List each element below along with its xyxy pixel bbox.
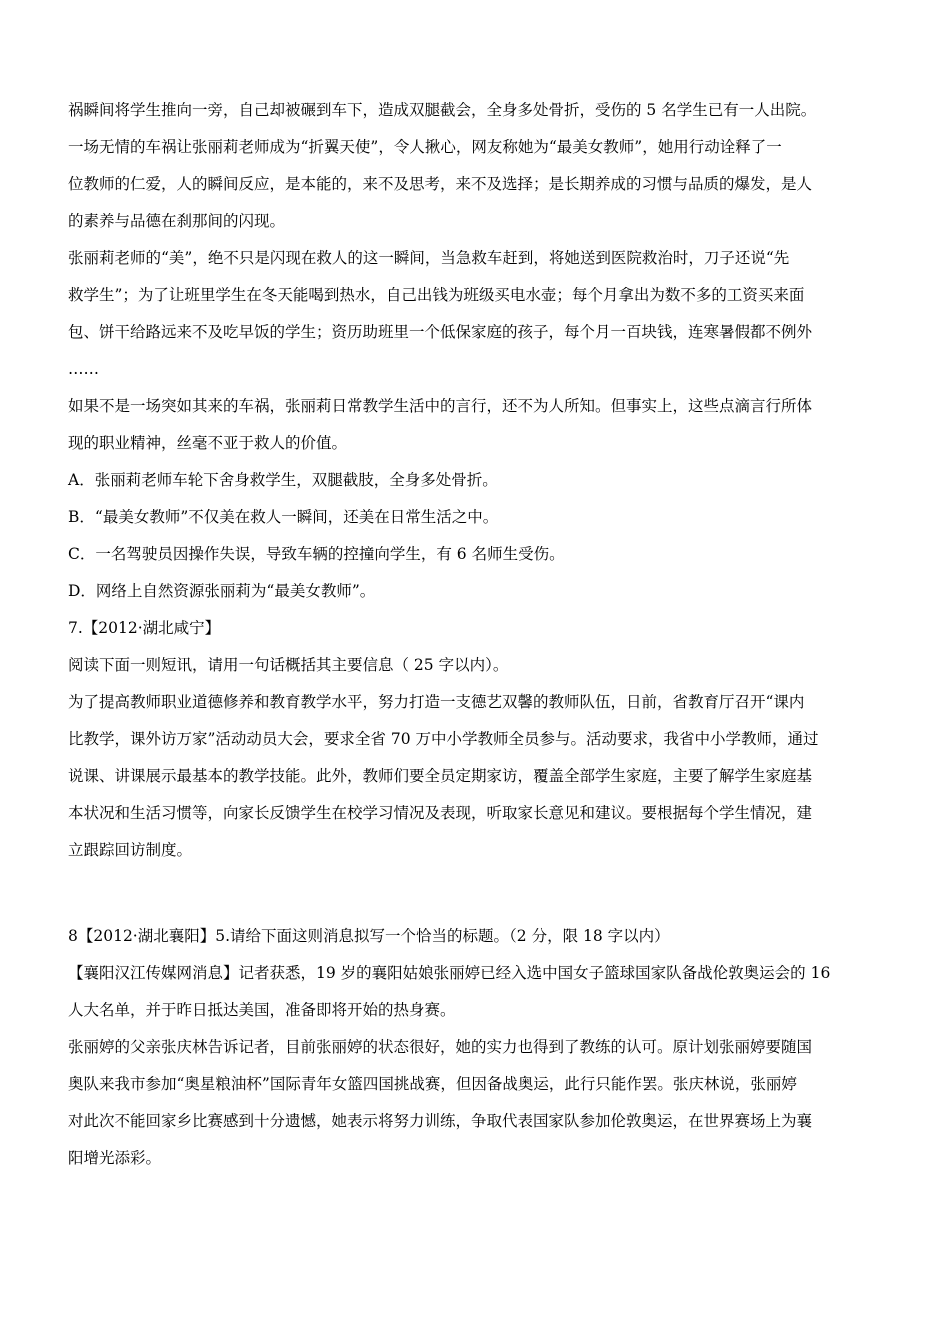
question-7-heading: 7.【2012·湖北咸宁】 [68,619,221,637]
text-line: 人大名单，并于昨日抵达美国，准备即将开始的热身赛。 [68,1001,456,1019]
text-line: 立跟踪回访制度。 [68,841,193,859]
text-line: 位教师的仁爱，人的瞬间反应，是本能的，来不及思考，来不及选择；是长期养成的习惯与品质的爆发，是人 [68,175,813,193]
section-gap [68,869,888,918]
text-line: 救学生”；为了让班里学生在冬天能喝到热水，自己出钱为班级买电水壶；每个月拿出为数不多的工资买来面 [68,286,805,304]
text-line: 张丽婷的父亲张庆林告诉记者，目前张丽婷的状态很好，她的实力也得到了教练的认可。原计划张丽婷要随国 [68,1038,813,1056]
text-line: 对此次不能回家乡比赛感到十分遗憾，她表示将努力训练，争取代表国家队参加伦敦奥运，在世界赛场上为襄 [68,1112,813,1130]
text-line: 现的职业精神，丝毫不亚于救人的价值。 [68,434,348,452]
text-line: 本状况和生活习惯等，向家长反馈学生在校学习情况及表现，听取家长意见和建议。要根据每个学生情况，建 [68,804,813,822]
option-d: D．网络上自然资源张丽莉为“最美女教师”。 [68,582,376,600]
text-line: 为了提高教师职业道德修养和教育教学水平，努力打造一支德艺双馨的教师队伍，日前，省教育厅召开“课内 [68,693,805,711]
text-line: 张丽莉老师的“美”，绝不只是闪现在救人的这一瞬间，当急救车赶到，将她送到医院救治时，刀子还说“先 [68,249,790,267]
text-line: 如果不是一场突如其来的车祸，张丽莉日常教学生活中的言行，还不为人所知。但事实上，这些点滴言行所体 [68,397,813,415]
text-line: 说课、讲课展示最基本的教学技能。此外，教师们要全员定期家访，覆盖全部学生家庭，主要了解学生家庭基 [68,767,813,785]
option-c: C．一名驾驶员因操作失误，导致车辆的控撞向学生，有 6 名师生受伤。 [68,545,565,563]
text-line: 比教学，课外访万家”活动动员大会，要求全省 70 万中小学教师全员参与。活动要求，我省中小学教师，通过 [68,730,819,748]
text-line: 的素养与品德在刹那间的闪现。 [68,212,286,230]
text-line: 包、饼干给路远来不及吃早饭的学生；资历助班里一个低保家庭的孩子，每个月一百块钱，连寒暑假都不例外 [68,323,813,341]
text-line: 一场无情的车祸让张丽莉老师成为“折翼天使”，令人揪心，网友称她为“最美女教师”，她用行动诠释了一 [68,138,782,156]
question-7-prompt: 阅读下面一则短讯，请用一句话概括其主要信息（ 25 字以内）。 [68,656,509,674]
option-b: B．“最美女教师”不仅美在救人一瞬间，还美在日常生活之中。 [68,508,499,526]
text-line: …… [68,360,99,378]
text-line: 阳增光添彩。 [68,1149,162,1167]
document-page [68,92,888,1177]
option-a: A．张丽莉老师车轮下舍身救学生，双腿截肢，全身多处骨折。 [68,471,498,489]
text-line: 【襄阳汉江传媒网消息】记者获悉，19 岁的襄阳姑娘张丽婷已经入选中国女子篮球国家队备战伦敦奥运会的 16 [68,964,831,982]
text-line: 奥队来我市参加“奥星粮油杯”国际青年女篮四国挑战赛，但因备战奥运，此行只能作罢。张庆林说，张丽婷 [68,1075,797,1093]
question-8-heading: 8【2012·湖北襄阳】5.请给下面这则消息拟写一个恰当的标题。（2 分，限 18 字以内） [68,927,670,945]
text-line: 祸瞬间将学生推向一旁，自己却被碾到车下，造成双腿截会，全身多处骨折，受伤的 5 名学生已有一人出院。 [68,101,817,119]
